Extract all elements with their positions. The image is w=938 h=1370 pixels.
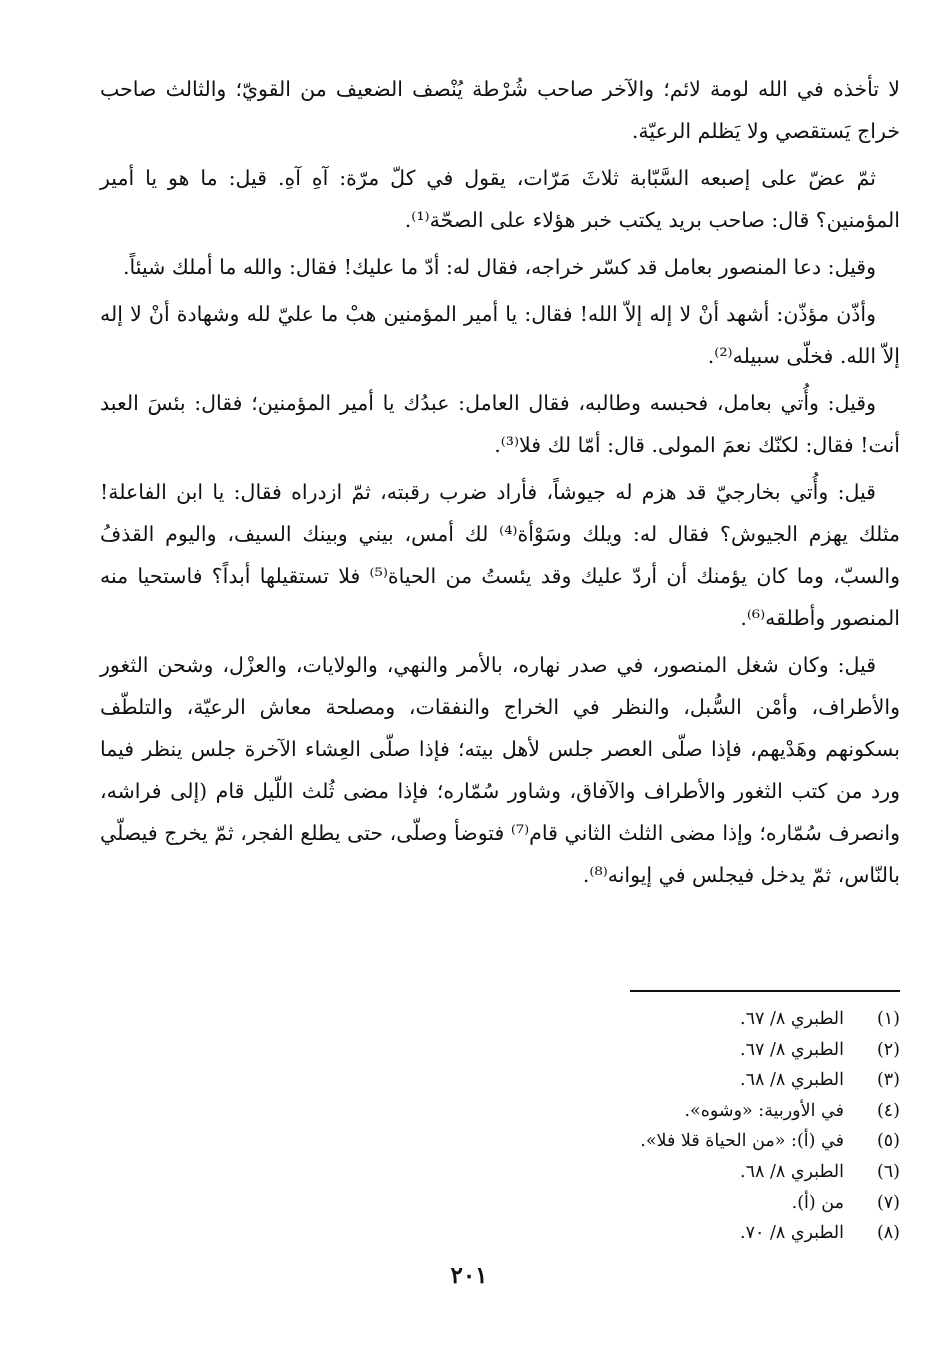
footnote [440, 1065, 900, 1096]
footnote-text: من (أ). [791, 1192, 844, 1213]
paragraph: وقيل: دعا المنصور بعامل قد كسّر خراجه، فقال له: أدّ ما عليك! فقال: والله ما أملك شيئاً. [123, 255, 876, 279]
footnote-text: الطبري ٨/ ٦٧. [739, 1009, 844, 1029]
footnote-text: الطبري ٨/ ٧٠. [739, 1223, 844, 1244]
footnotes [440, 1004, 900, 1249]
footnote-number: (١) [876, 1009, 900, 1029]
footnote-number: (٧) [876, 1192, 900, 1213]
paragraph: وأذّن مؤذّن: أشهد أنْ لا إله إلاّ الله! فقال: يا أمير المؤمنين هبْ ما عليّ لله وشهادة أنْ لا إله إلاّ الله. فخلّى سبيله⁽²⁾. [100, 302, 900, 368]
footnote-number: (٢) [876, 1039, 900, 1060]
footnote [440, 1035, 900, 1066]
main-text [100, 68, 900, 901]
paragraph: وقيل: وأُتي بعامل، فحبسه وطالبه، فقال العامل: عبدُك يا أمير المؤمنين؛ فقال: بئسَ العبد أنت! فقال: لكنّك نعمَ المولى. قال: أمّا لك فلا⁽³⁾. [100, 391, 900, 457]
footnote [440, 1096, 900, 1127]
footnote-text: الطبري ٨/ ٦٨. [739, 1161, 844, 1182]
paragraph: لا تأخذه في الله لومة لائم؛ والآخر صاحب شُرْطة يُنْصف الضعيف من القويّ؛ والثالث صاحب خراج يَستقصي ولا يَظلم الرعيّة. [100, 77, 900, 143]
page-number: ٢٠١ [450, 1262, 488, 1289]
footnote-number: (٨) [876, 1223, 900, 1244]
footnote-text: الطبري ٨/ ٦٨. [739, 1070, 844, 1091]
footnote-text: في الأوربية: «وشوه». [684, 1100, 844, 1121]
footnote [440, 1004, 900, 1035]
footnote-number: (٥) [876, 1131, 900, 1152]
footnote-separator [630, 990, 900, 992]
footnote-text: الطبري ٨/ ٦٧. [739, 1039, 844, 1060]
footnote [440, 1218, 900, 1249]
footnote-number: (٤) [876, 1100, 900, 1121]
footnote-text: في (أ): «من الحياة قلا فلا». [640, 1131, 844, 1152]
footnote-number: (٣) [876, 1070, 900, 1091]
footnote [440, 1188, 900, 1219]
paragraph: قيل: وأُتي بخارجيّ قد هزم له جيوشاً، فأراد ضرب رقبته، ثمّ ازدراه فقال: يا ابن الفاعلة! مثلك يهزم الجيوش؟ فقال له: ويلك وسَوْأة⁽⁴⁾ لك أمس، بيني وبينك السيف، واليوم القذفُ والسبّ، وما كان يؤمنك أن أردّ عليك وقد يئستُ من الحياة⁽⁵⁾ فلا تستقيلها أبداً؟ فاستحيا منه المنصور وأطلقه⁽⁶⁾. [100, 480, 900, 630]
footnote [440, 1157, 900, 1188]
paragraph: ثمّ عضّ على إصبعه السَّبّابة ثلاثَ مَرّات، يقول في كلّ مرّة: آهِ آهِ. قيل: ما هو يا أمير المؤمنين؟ قال: صاحب بريد يكتب خبر هؤلاء على الصحّة⁽¹⁾. [100, 166, 900, 232]
paragraph: قيل: وكان شغل المنصور، في صدر نهاره، بالأمر والنهي، والولايات، والعزْل، وشحن الثغور والأطراف، وأمْن السُّبل، والنظر في الخراج والنفقات، ومصلحة معاش الرعيّة، والتلطّف بسكونهم وهَدْيهم، فإذا صلّى العصر جلس لأهل بيته؛ فإذا صلّى العِشاء الآخرة جلس ينظر فيما ورد من كتب الثغور والأطراف والآفاق، وشاور سُمّاره؛ فإذا مضى ثُلث اللّيل قام (إلى فراشه، وانصرف سُمّاره؛ وإذا مضى الثلث الثاني قام⁽⁷⁾ فتوضأ وصلّى، حتى يطلع الفجر، ثمّ يخرج فيصلّي بالنّاس، ثمّ يدخل فيجلس في إيوانه⁽⁸⁾. [100, 653, 900, 887]
footnote-number: (٦) [876, 1161, 900, 1182]
footnote [440, 1126, 900, 1157]
